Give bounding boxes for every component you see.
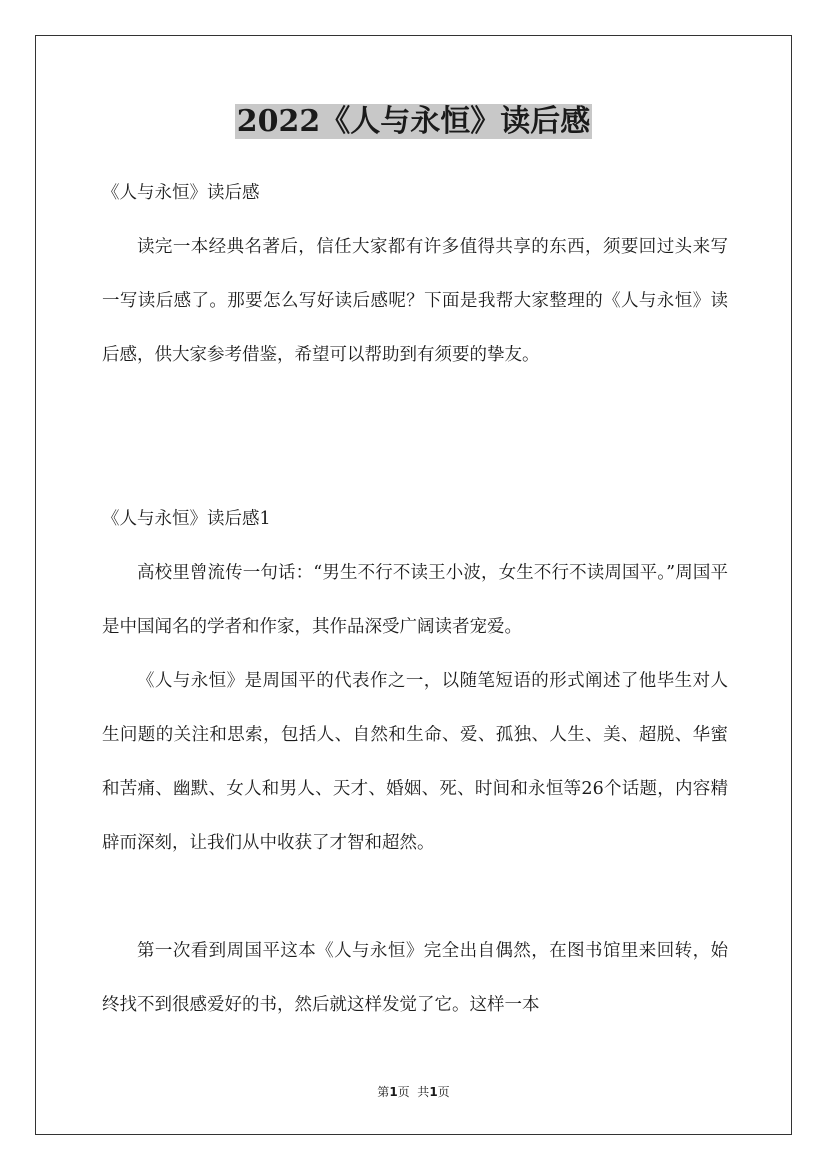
- section-heading: 《人与永恒》读后感1: [102, 509, 271, 529]
- current-page-number: 1: [389, 1085, 398, 1099]
- footer-mid: 页 共: [397, 1085, 430, 1099]
- page-footer: [0, 1084, 827, 1100]
- footer-suffix: 页: [437, 1085, 450, 1099]
- paragraph-3: 第一次看到周国平这本《人与永恒》完全出自偶然，在图书馆里来回转，始终找不到很感爱好的书，然后就这样发觉了它。这样一本: [102, 941, 728, 1015]
- paragraph-1: 高校里曾流传一句话：“男生不行不读王小波，女生不行不读周国平。”周国平是中国闻名的学者和作家，其作品深受广阔读者宠爱。: [102, 563, 728, 637]
- total-pages-number: 1: [429, 1085, 438, 1099]
- footer-prefix: 第: [377, 1085, 390, 1099]
- document-title: 2022《人与永恒》读后感: [236, 104, 591, 139]
- paragraph-2: 《人与永恒》是周国平的代表作之一，以随笔短语的形式阐述了他毕生对人生问题的关注和思索，包括人、自然和生命、爱、孤独、人生、美、超脱、华蜜和苦痛、幽默、女人和男人、天才、婚姻、死、时间和永恒等26个话题，内容精辟而深刻，让我们从中收获了才智和超然。: [102, 671, 728, 853]
- intro-paragraph: 读完一本经典名著后，信任大家都有许多值得共享的东西，须要回过头来写一写读后感了。那要怎么写好读后感呢？下面是我帮大家整理的《人与永恒》读后感，供大家参考借鉴，希望可以帮助到有须要的挚友。: [102, 237, 728, 365]
- subtitle: 《人与永恒》读后感: [102, 183, 260, 203]
